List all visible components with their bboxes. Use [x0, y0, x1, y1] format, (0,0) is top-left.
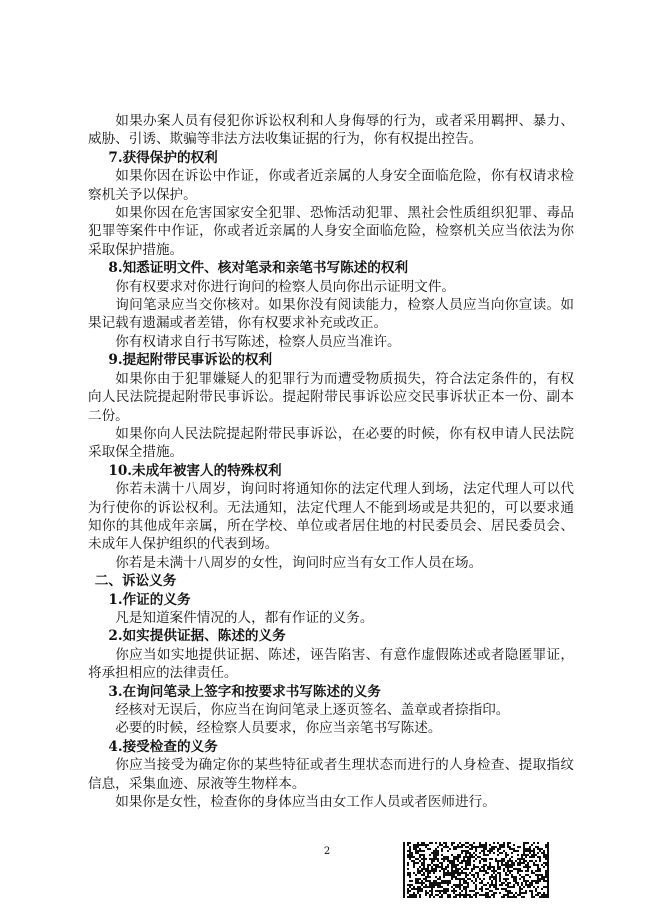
- section-heading: 二、诉讼义务: [94, 573, 177, 590]
- subsection-heading: 4.接受检查的义务: [108, 738, 218, 755]
- barcode-image: [403, 842, 551, 898]
- body-paragraph: 如果你由于犯罪嫌疑人的犯罪行为而遭受物质损失，符合法定条件的，有权向人民法院提起附带民事诉讼。提起附带民事诉讼应交民事诉状正本一份、副本二份。: [88, 370, 574, 424]
- subsection-heading: 9.提起附带民事诉讼的权利: [108, 352, 273, 369]
- subsection-heading: 2.如实提供证据、陈述的义务: [108, 628, 286, 645]
- body-paragraph: 你若是未满十八周岁的女性，询问时应当有女工作人员在场。: [115, 554, 483, 571]
- body-paragraph: 你若未满十八周岁，询问时将通知你的法定代理人到场，法定代理人可以代为行使你的诉讼权利。无法通知，法定代理人不能到场或是共犯的，可以要求通知你的其他成年亲属，所在学校、单位或者居住地的村民委员会、居民委员会、未成年人保护组织的代表到场。: [88, 481, 574, 553]
- body-paragraph: 经核对无误后，你应当在询问笔录上逐页签名、盖章或者捺指印。: [115, 702, 510, 718]
- body-paragraph: 如果你是女性，检查你的身体应当由女工作人员或者医师进行。: [115, 794, 496, 811]
- body-paragraph: 如果你因在危害国家安全犯罪、恐怖活动犯罪、黑社会性质组织犯罪、毒品犯罪等案件中作证，你或者近亲属的人身安全面临危险，检察机关应当依法为你采取保护措施。: [88, 205, 574, 258]
- body-paragraph: 你应当如实地提供证据、陈述，诬告陷害、有意作虚假陈述或者隐匿罪证，将承担相应的法律责任。: [88, 646, 574, 682]
- body-paragraph: 你有权请求自行书写陈述，检察人员应当准许。: [115, 333, 401, 350]
- subsection-heading: 1.作证的义务: [108, 591, 191, 608]
- page-number: 2: [323, 846, 331, 857]
- subsection-heading: 10.未成年被害人的特殊权利: [108, 462, 282, 479]
- body-paragraph: 如果你向人民法院提起附带民事诉讼，在必要的时候，你有权申请人民法院采取保全措施。: [88, 425, 574, 461]
- body-paragraph: 询问笔录应当交你核对。如果你没有阅读能力，检察人员应当向你宣读。如果记载有遗漏或者差错，你有权要求补充或改正。: [88, 297, 574, 332]
- subsection-heading: 3.在询问笔录上签字和按要求书写陈述的义务: [108, 683, 381, 700]
- body-paragraph: 必要的时候，经检察人员要求，你应当亲笔书写陈述。: [115, 720, 442, 737]
- body-paragraph: 凡是知道案件情况的人，都有作证的义务。: [115, 609, 374, 626]
- body-paragraph: 你有权要求对你进行询问的检察人员向你出示证明文件。: [115, 278, 456, 295]
- subsection-heading: 7.获得保护的权利: [108, 149, 218, 166]
- body-paragraph: 如果办案人员有侵犯你诉讼权利和人身侮辱的行为，或者采用羁押、暴力、威胁、引诱、欺骗等非法方法收集证据的行为，你有权提出控告。: [88, 113, 574, 148]
- document-body: [88, 112, 574, 811]
- subsection-heading: 8.知悉证明文件、核对笔录和亲笔书写陈述的权利: [108, 260, 409, 277]
- body-paragraph: 你应当接受为确定你的某些特征或者生理状态而进行的人身检查、提取指纹信息，采集血迹、尿液等生物样本。: [88, 757, 574, 792]
- body-paragraph: 如果你因在诉讼中作证，你或者近亲属的人身安全面临危险，你有权请求检察机关予以保护。: [88, 168, 574, 203]
